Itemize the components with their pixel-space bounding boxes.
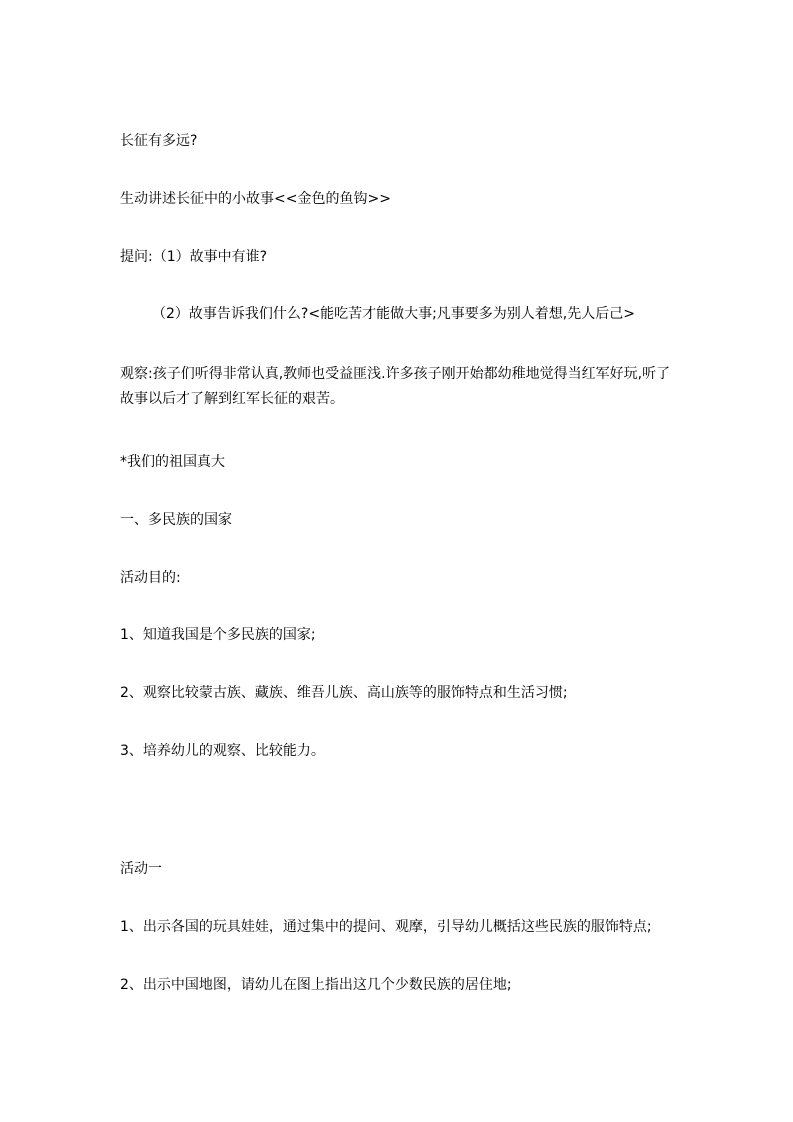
text-line: 生动讲述长征中的小故事<<金色的鱼钩>> xyxy=(120,191,391,207)
list-item: 3、培养幼儿的观察、比较能力。 xyxy=(120,743,325,759)
text-line: （2）故事告诉我们什么?<能吃苦才能做大事;凡事要多为别人着想,先人后己> xyxy=(152,306,635,322)
list-item: 1、出示各国的玩具娃娃，通过集中的提问、观摩，引导幼儿概括这些民族的服饰特点; xyxy=(120,919,652,935)
text-line: 提问:（1）故事中有谁? xyxy=(120,249,268,265)
paragraph: 观察:孩子们听得非常认真,教师也受益匪浅.许多孩子刚开始都幼稚地觉得当红军好玩,听了故事以后才了解到红军长征的艰苦。 xyxy=(120,366,671,407)
list-item: 2、出示中国地图，请幼儿在图上指出这几个少数民族的居住地; xyxy=(120,977,512,993)
text-line: 长征有多远? xyxy=(120,133,198,149)
section-heading: *我们的祖国真大 xyxy=(120,454,225,470)
list-item: 1、知道我国是个多民族的国家; xyxy=(120,627,316,643)
list-item: 2、观察比较蒙古族、藏族、维吾儿族、高山族等的服饰特点和生活习惯; xyxy=(120,685,568,701)
section-heading: 活动一 xyxy=(120,861,162,877)
section-heading: 一、多民族的国家 xyxy=(120,512,232,528)
text-line: 活动目的: xyxy=(120,570,181,586)
